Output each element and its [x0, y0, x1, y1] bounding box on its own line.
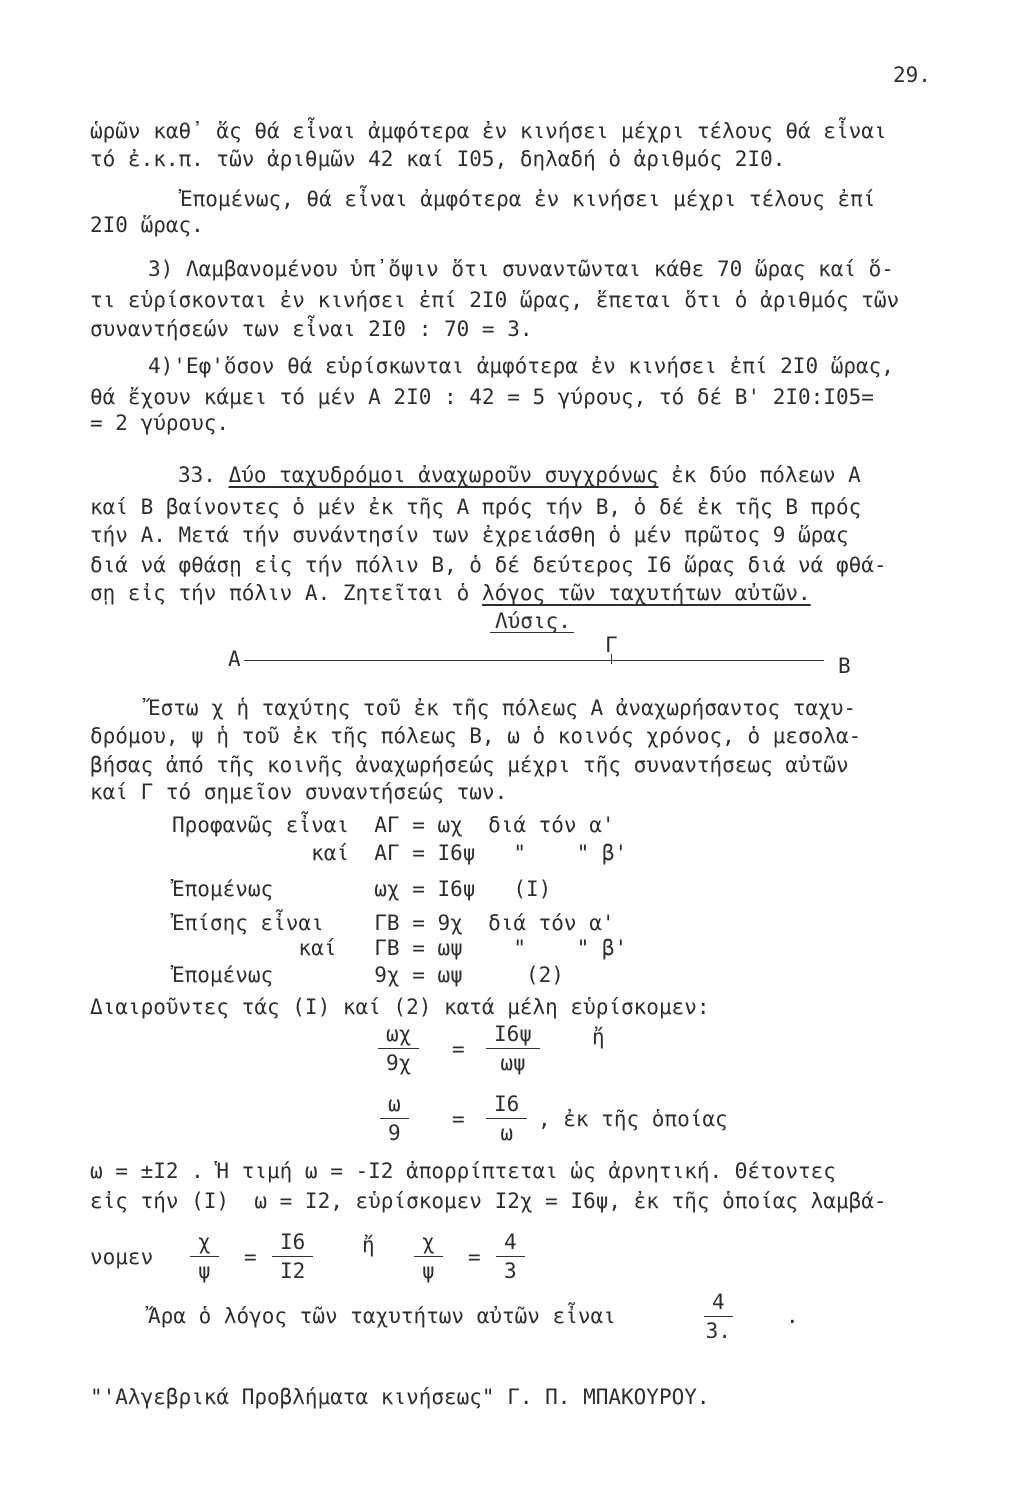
equation-row: Ἐπίσης εἶναι ΓΒ = 9χ διά τόν α' — [172, 911, 615, 935]
fraction — [414, 1230, 443, 1283]
fraction-denominator: ψ — [198, 1259, 211, 1283]
problem-underlined-text: Δύο ταχυδρόμοι ἀναχωροῦν συγχρόνως — [228, 463, 659, 487]
fraction-denominator: 9 — [388, 1121, 401, 1145]
diagram-point-g: Γ — [605, 633, 618, 657]
fraction-numerator: χ — [190, 1230, 219, 1257]
equation-row: Προφανῶς εἶναι ΑΓ = ωχ διά τόν α' — [172, 813, 615, 837]
fraction — [496, 1230, 525, 1283]
text-line: = 2 γύρους. — [90, 411, 230, 435]
fraction-numerator: Ι6 — [486, 1092, 527, 1119]
equation-row: Ἐπομένως 9χ = ωψ (2) — [172, 963, 564, 987]
or-word: ἤ — [592, 1025, 605, 1049]
fraction-numerator: Ι6 — [272, 1230, 313, 1257]
problem-text: σῃ εἰς τήν πόλιν Α. Ζητεῖται ὁ — [90, 581, 482, 605]
problem-number: 33. — [178, 463, 216, 487]
heading-underline — [490, 632, 574, 633]
problem-question-underlined: λόγος τῶν ταχυτήτων αὐτῶν. — [481, 581, 811, 605]
equation-row: Ἐπομένως ωχ = Ι6ψ (Ι) — [172, 877, 552, 901]
text-line: Ἔστω χ ἡ ταχύτης τοῦ ἐκ τῆς πόλεως Α ἀναχωρήσαντος ταχυ- — [148, 696, 857, 720]
problem-last-line — [90, 580, 811, 606]
text-line: εἰς τήν (Ι) ω = Ι2, εὑρίσκομεν Ι2χ = Ι6ψ, ἐκ τῆς ὁποίας λαμβά- — [90, 1189, 887, 1213]
equation-row: καί ΓΒ = ωψ " " β' — [172, 936, 628, 960]
fraction-numerator: 4 — [496, 1230, 525, 1257]
text-line: 3) Λαμβανομένου ὑπ᾽ὄψιν ὅτι συναντῶνται κάθε 70 ὥρας καί ὅ- — [148, 257, 894, 281]
text-line: 4)'Εφ'ὅσον θά εὑρίσκωνται ἀμφότερα ἐν κινήσει ἐπί 2Ι0 ὥρας, — [148, 354, 894, 378]
fraction-numerator: χ — [414, 1230, 443, 1257]
fraction — [486, 1092, 527, 1145]
page-number: 29. — [893, 63, 931, 87]
final-dot: . — [786, 1304, 799, 1328]
fraction — [380, 1092, 409, 1145]
fraction-numerator: ωχ — [378, 1022, 419, 1049]
equals-sign: = — [452, 1107, 465, 1131]
text-line: τήν Α. Μετά τήν συνάντησίν των ἐχρειάσθη ὁ μέν πρῶτος 9 ὥρας — [90, 523, 849, 547]
equals-sign: = — [452, 1037, 465, 1061]
fraction-numerator: ω — [380, 1092, 409, 1119]
fraction-numerator: Ι6ψ — [486, 1022, 540, 1049]
footer-citation: "'Αλγεβρικά Προβλήματα κινήσεως" Γ. Π. ΜΠΑΚΟΥΡΟΥ. — [90, 1385, 710, 1409]
problem-first-line — [178, 462, 861, 488]
text-line: Ἐπομένως, θά εἶναι ἀμφότερα ἐν κινήσει μέχρι τέλους ἐπί — [180, 187, 876, 211]
equals-sign: = — [244, 1245, 257, 1269]
diagram-point-a: Α — [228, 647, 241, 671]
fraction — [272, 1230, 313, 1283]
conclusion-text: Ἄρα ὁ λόγος τῶν ταχυτήτων αὐτῶν εἶναι — [148, 1304, 616, 1328]
text-line: καί Β βαίνοντες ὁ μέν ἐκ τῆς Α πρός τήν Β, ὁ δέ ἐκ τῆς Β πρός — [90, 495, 862, 519]
fraction-denominator: 9χ — [386, 1051, 412, 1075]
equation-row: καί ΑΓ = Ι6ψ " " β' — [172, 841, 628, 865]
text-line: θά ἔχουν κάμει τό μέν Α 2Ι0 : 42 = 5 γύρους, τό δέ Β' 2Ι0:Ι05= — [90, 385, 874, 409]
text-fragment: , ἐκ τῆς ὁποίας — [538, 1107, 728, 1131]
diagram-segment — [244, 660, 824, 661]
equals-sign: = — [468, 1245, 481, 1269]
diagram-point-b: Β — [838, 654, 851, 678]
fraction-denominator: ω — [500, 1121, 513, 1145]
or-word: ἤ — [362, 1233, 375, 1257]
fraction-denominator: 3 — [504, 1259, 517, 1283]
solution-heading: Λύσις. — [495, 609, 571, 633]
fraction — [378, 1022, 419, 1075]
text-line: 2Ι0 ὥρας. — [90, 213, 204, 237]
text-line: βήσας ἀπό τῆς κοινῆς ἀναχωρήσεώς μέχρι τῆς συναντήσεως αὐτῶν — [90, 753, 849, 777]
fraction — [190, 1230, 219, 1283]
fraction-numerator: 4 — [704, 1290, 733, 1317]
text-line: συναντήσεών των εἶναι 2Ι0 : 70 = 3. — [90, 317, 533, 341]
fraction-denominator: 3. — [705, 1319, 731, 1343]
text-line: Διαιροῦντες τάς (Ι) καί (2) κατά μέλη εὑρίσκομεν: — [90, 995, 710, 1019]
text-line: δρόμου, ψ ἡ τοῦ ἐκ τῆς πόλεως Β, ω ὁ κοινός χρόνος, ὁ μεσολα- — [90, 724, 862, 748]
diagram-tick — [611, 654, 612, 664]
fraction-denominator: ωψ — [500, 1051, 526, 1075]
text-line: καί Γ τό σημεῖον συναντήσεώς των. — [90, 780, 508, 804]
text-line: διά νά φθάσῃ εἰς τήν πόλιν Β, ὁ δέ δεύτερος Ι6 ὥρας διά νά φθά- — [90, 553, 887, 577]
fraction — [704, 1290, 733, 1343]
text-line: ὡρῶν καθ᾽ ἅς θά εἶναι ἀμφότερα ἐν κινήσει μέχρι τέλους θά εἶναι — [90, 119, 887, 143]
fraction-denominator: ψ — [422, 1259, 435, 1283]
text-line: τό ἐ.κ.π. τῶν ἀριθμῶν 42 καί Ι05, δηλαδή ὁ ἀριθμός 2Ι0. — [90, 147, 786, 171]
fraction — [486, 1022, 540, 1075]
fraction-denominator: Ι2 — [280, 1259, 306, 1283]
text-line: τι εὑρίσκονται ἐν κινήσει ἐπί 2Ι0 ὥρας, ἕπεται ὅτι ὁ ἀριθμός τῶν — [90, 288, 900, 312]
text-fragment: νομεν — [90, 1245, 154, 1269]
text-line: ω = ±Ι2 . Ἡ τιμή ω = -Ι2 ἀπορρίπτεται ὡς ἀρνητική. Θέτοντες — [90, 1159, 836, 1183]
problem-text: ἐκ δύο πόλεων Α — [671, 463, 861, 487]
